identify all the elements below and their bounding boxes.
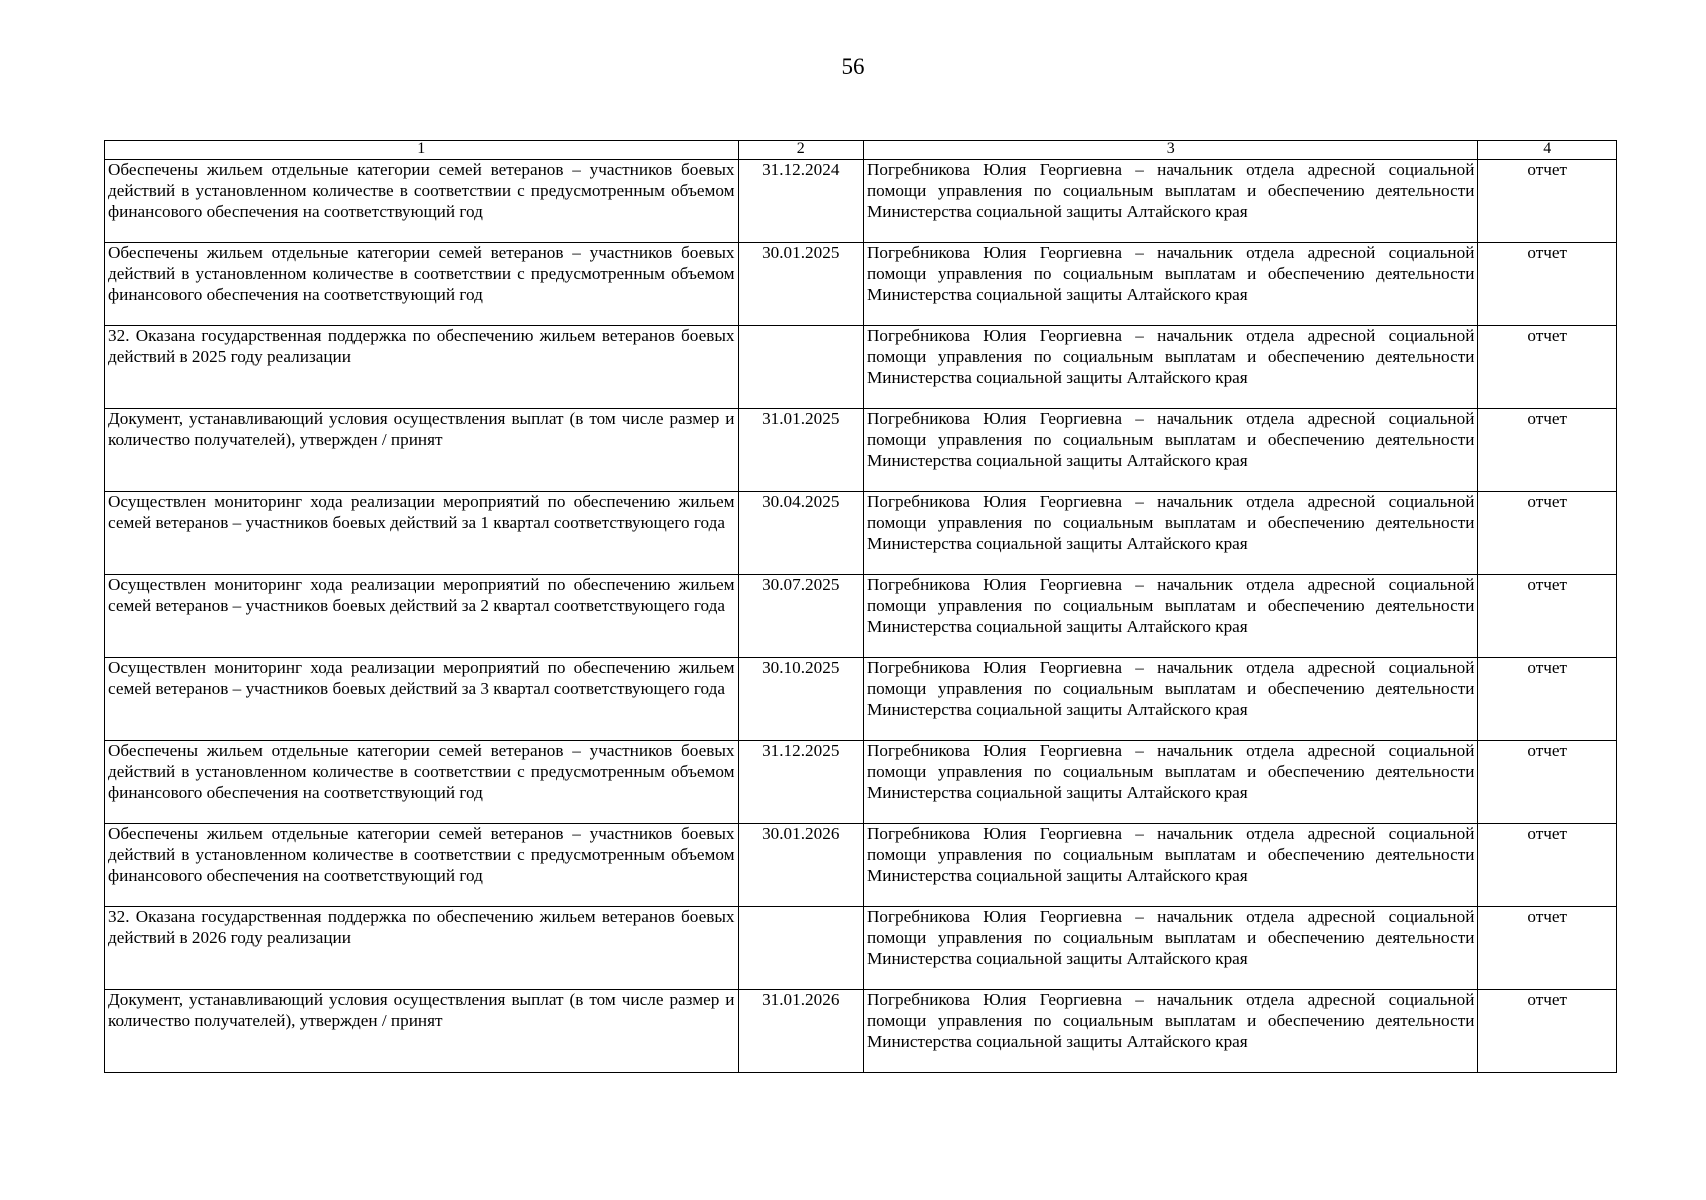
cell-description: Обеспечены жильем отдельные категории семей ветеранов – участников боевых действий в установленном количестве в соответствии с предусмотренным объемом финансового обеспечения на соответствующий год [105,741,739,824]
table-row [105,741,1617,824]
cell-description: 32. Оказана государственная поддержка по обеспечению жильем ветеранов боевых действий в 2025 году реализации [105,326,739,409]
table-row [105,160,1617,243]
cell-responsible: Погребникова Юлия Георгиевна – начальник отдела адресной социальной помощи управления по социальным выплатам и обеспечению деятельности Министерства социальной защиты Алтайского края [863,160,1477,243]
column-header-2: 2 [738,141,863,160]
cell-date: 30.01.2025 [738,243,863,326]
cell-description: Осуществлен мониторинг хода реализации мероприятий по обеспечению жильем семей ветеранов – участников боевых действий за 3 квартал соответствующего года [105,658,739,741]
cell-description: Документ, устанавливающий условия осуществления выплат (в том числе размер и количество получателей), утвержден / принят [105,409,739,492]
column-header-4: 4 [1478,141,1617,160]
table-row [105,658,1617,741]
cell-document: отчет [1478,658,1617,741]
table-row [105,492,1617,575]
cell-date: 30.01.2026 [738,824,863,907]
cell-document: отчет [1478,243,1617,326]
cell-responsible: Погребникова Юлия Георгиевна – начальник отдела адресной социальной помощи управления по социальным выплатам и обеспечению деятельности Министерства социальной защиты Алтайского края [863,990,1477,1073]
cell-document: отчет [1478,907,1617,990]
cell-description: 32. Оказана государственная поддержка по обеспечению жильем ветеранов боевых действий в 2026 году реализации [105,907,739,990]
cell-document: отчет [1478,824,1617,907]
cell-date [738,907,863,990]
column-header-3: 3 [863,141,1477,160]
cell-responsible: Погребникова Юлия Георгиевна – начальник отдела адресной социальной помощи управления по социальным выплатам и обеспечению деятельности Министерства социальной защиты Алтайского края [863,907,1477,990]
cell-document: отчет [1478,160,1617,243]
cell-responsible: Погребникова Юлия Георгиевна – начальник отдела адресной социальной помощи управления по социальным выплатам и обеспечению деятельности Министерства социальной защиты Алтайского края [863,575,1477,658]
cell-document: отчет [1478,409,1617,492]
cell-date: 30.07.2025 [738,575,863,658]
cell-date: 30.10.2025 [738,658,863,741]
column-header-1: 1 [105,141,739,160]
table-row [105,824,1617,907]
table-row [105,990,1617,1073]
cell-date: 30.04.2025 [738,492,863,575]
cell-responsible: Погребникова Юлия Георгиевна – начальник отдела адресной социальной помощи управления по социальным выплатам и обеспечению деятельности Министерства социальной защиты Алтайского края [863,492,1477,575]
table-row [105,575,1617,658]
cell-description: Обеспечены жильем отдельные категории семей ветеранов – участников боевых действий в установленном количестве в соответствии с предусмотренным объемом финансового обеспечения на соответствующий год [105,160,739,243]
cell-date: 31.01.2026 [738,990,863,1073]
cell-description: Обеспечены жильем отдельные категории семей ветеранов – участников боевых действий в установленном количестве в соответствии с предусмотренным объемом финансового обеспечения на соответствующий год [105,824,739,907]
cell-document: отчет [1478,326,1617,409]
cell-date: 31.12.2024 [738,160,863,243]
cell-date: 31.01.2025 [738,409,863,492]
table-header-row [105,141,1617,160]
table-row [105,326,1617,409]
schedule-table [104,140,1617,1073]
page-number: 56 [841,54,865,79]
cell-responsible: Погребникова Юлия Георгиевна – начальник отдела адресной социальной помощи управления по социальным выплатам и обеспечению деятельности Министерства социальной защиты Алтайского края [863,658,1477,741]
table-row [105,243,1617,326]
cell-responsible: Погребникова Юлия Георгиевна – начальник отдела адресной социальной помощи управления по социальным выплатам и обеспечению деятельности Министерства социальной защиты Алтайского края [863,824,1477,907]
cell-responsible: Погребникова Юлия Георгиевна – начальник отдела адресной социальной помощи управления по социальным выплатам и обеспечению деятельности Министерства социальной защиты Алтайского края [863,741,1477,824]
table-row [105,907,1617,990]
cell-responsible: Погребникова Юлия Георгиевна – начальник отдела адресной социальной помощи управления по социальным выплатам и обеспечению деятельности Министерства социальной защиты Алтайского края [863,409,1477,492]
cell-document: отчет [1478,741,1617,824]
cell-date: 31.12.2025 [738,741,863,824]
cell-description: Обеспечены жильем отдельные категории семей ветеранов – участников боевых действий в установленном количестве в соответствии с предусмотренным объемом финансового обеспечения на соответствующий год [105,243,739,326]
cell-description: Осуществлен мониторинг хода реализации мероприятий по обеспечению жильем семей ветеранов – участников боевых действий за 2 квартал соответствующего года [105,575,739,658]
cell-document: отчет [1478,575,1617,658]
cell-description: Осуществлен мониторинг хода реализации мероприятий по обеспечению жильем семей ветеранов – участников боевых действий за 1 квартал соответствующего года [105,492,739,575]
cell-document: отчет [1478,990,1617,1073]
cell-responsible: Погребникова Юлия Георгиевна – начальник отдела адресной социальной помощи управления по социальным выплатам и обеспечению деятельности Министерства социальной защиты Алтайского края [863,243,1477,326]
cell-responsible: Погребникова Юлия Георгиевна – начальник отдела адресной социальной помощи управления по социальным выплатам и обеспечению деятельности Министерства социальной защиты Алтайского края [863,326,1477,409]
cell-date [738,326,863,409]
cell-document: отчет [1478,492,1617,575]
cell-description: Документ, устанавливающий условия осуществления выплат (в том числе размер и количество получателей), утвержден / принят [105,990,739,1073]
table-row [105,409,1617,492]
